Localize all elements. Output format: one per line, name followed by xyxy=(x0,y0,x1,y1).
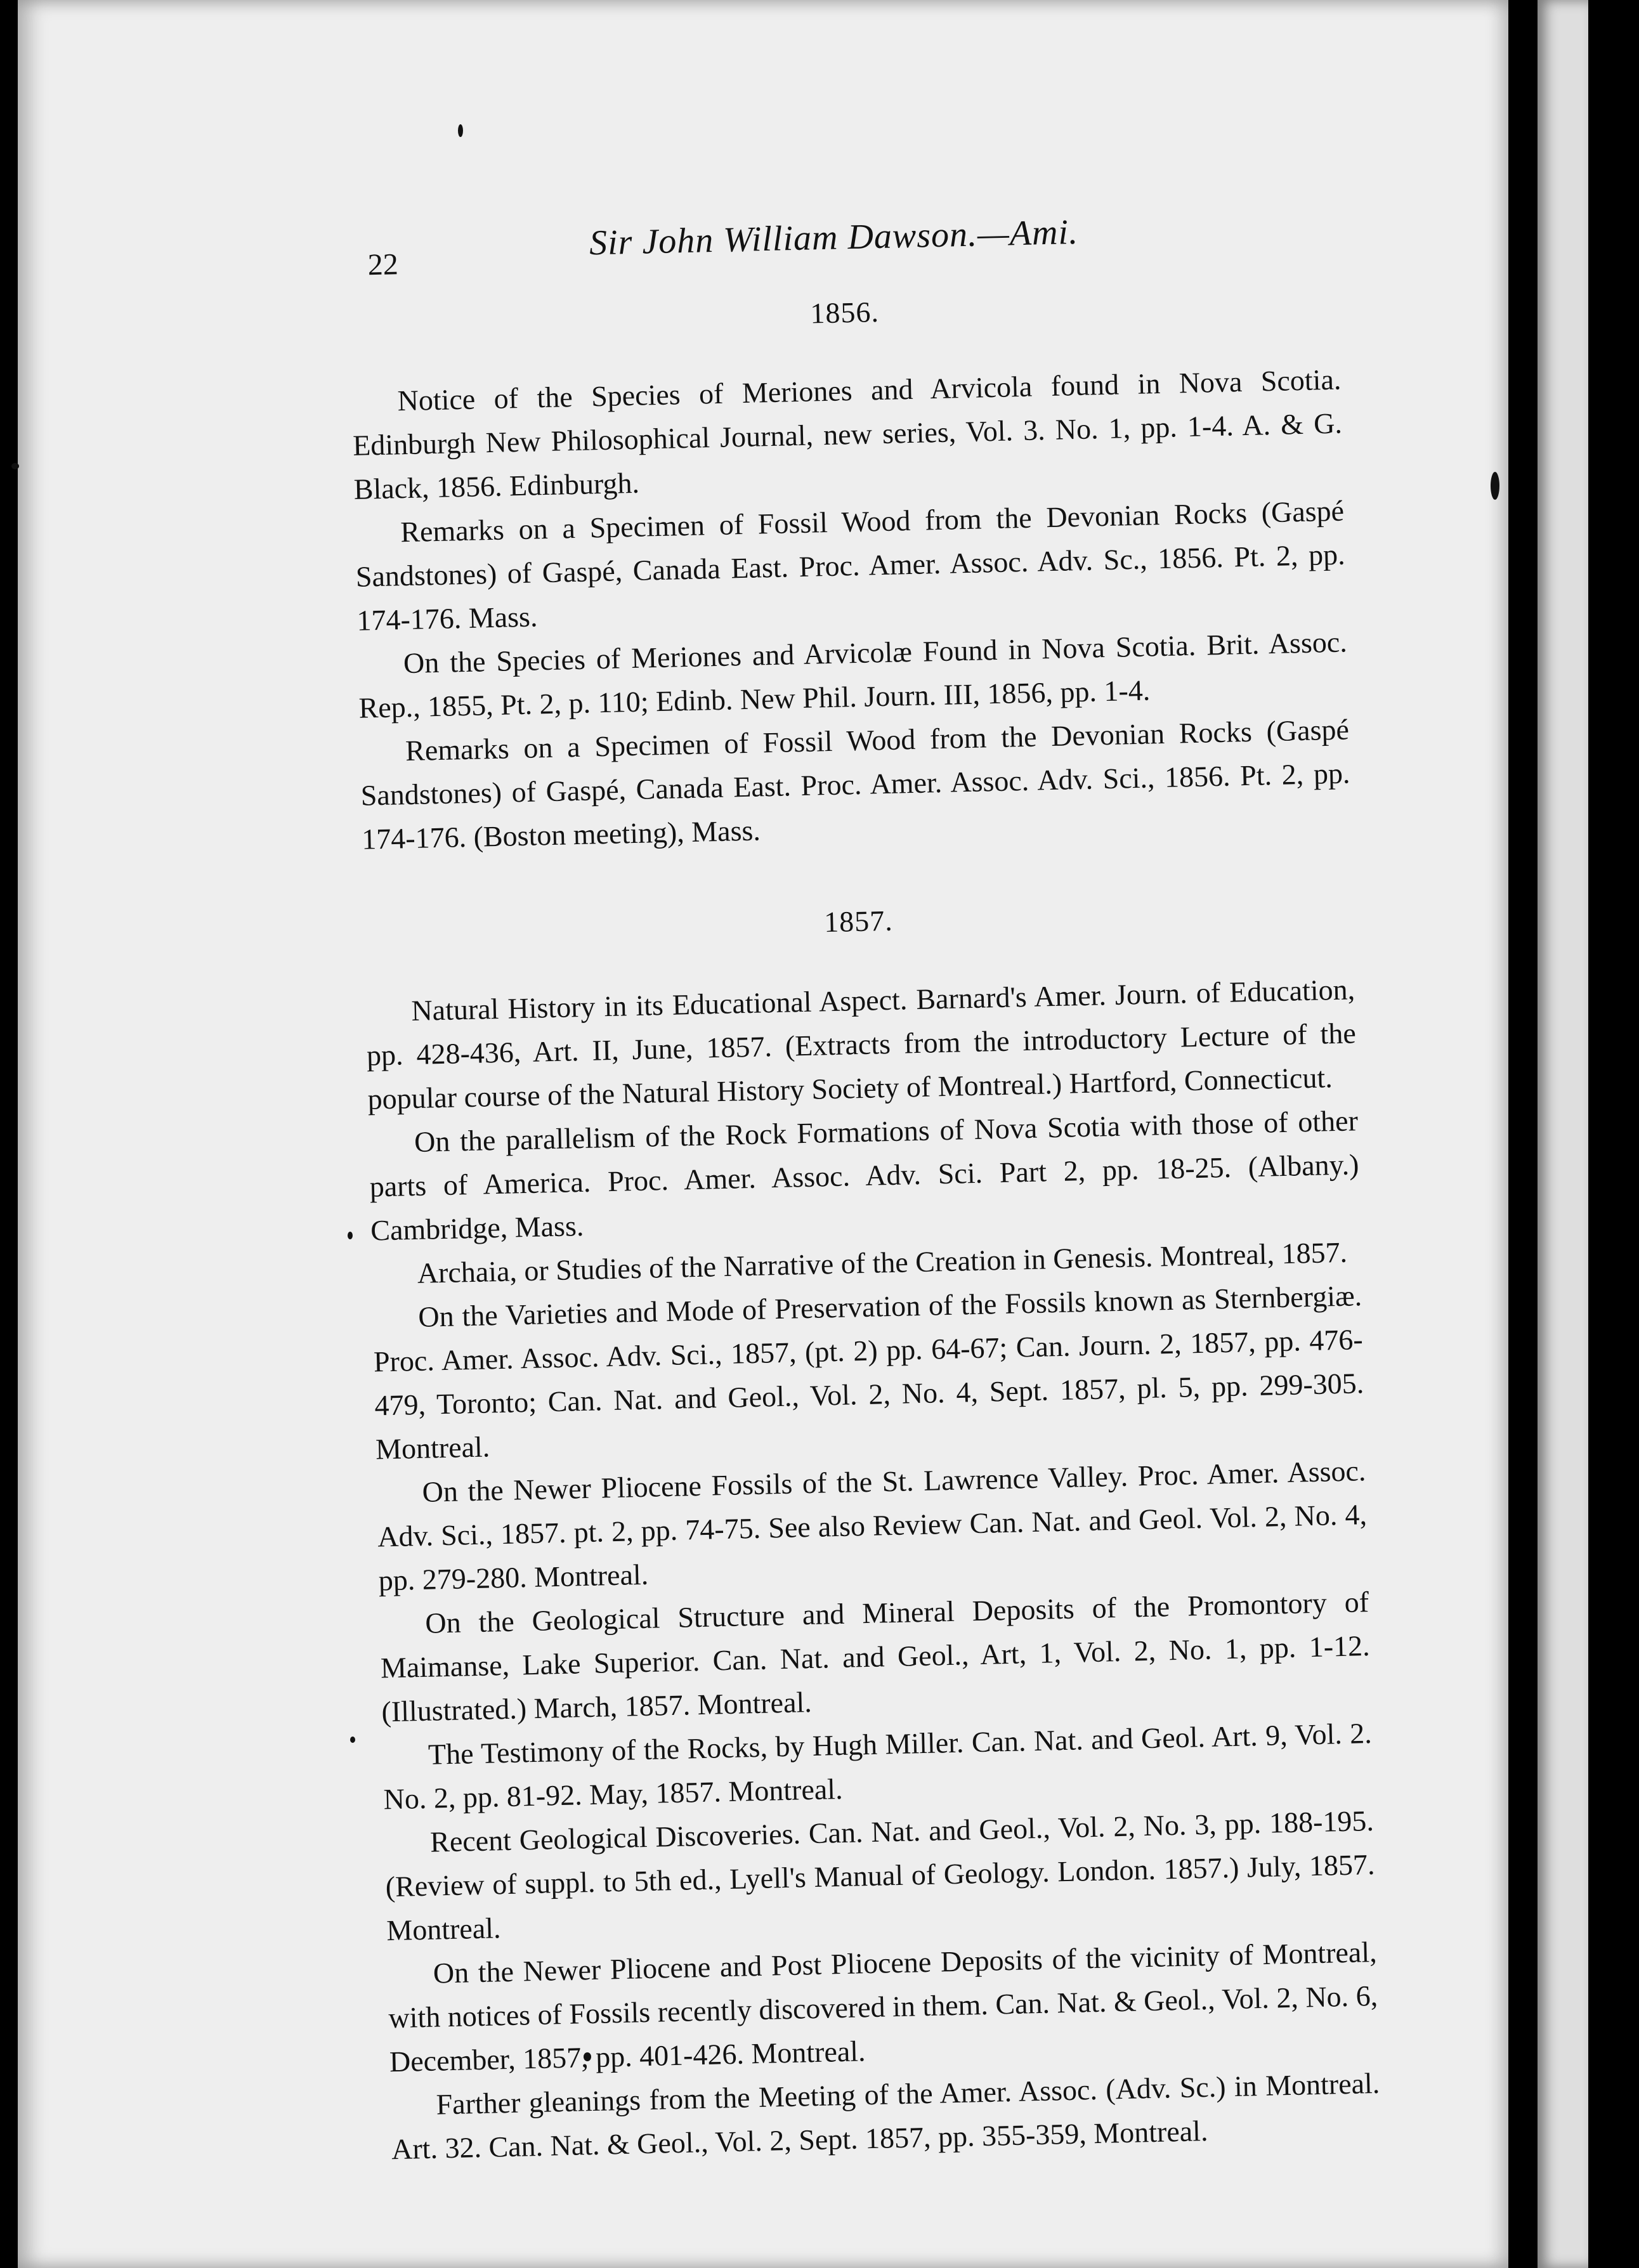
bibliography-entry: On the Varieties and Mode of Preservation of the Fossils known as Sternbergiæ. Proc. Amer. Assoc. Adv. Sci., 1857, (pt. 2) pp. 64-67; Can. Journ. 2, 1857, pp. 476-479, Toronto; Can. Nat. and Geol., Vol. 2, No. 4, Sept. 1857, pl. 5, pp. 299-305. Montreal. xyxy=(373,1279,1364,1466)
page-number: 22 xyxy=(367,247,399,282)
bibliography-entry: Notice of the Species of Meriones and Arvicola found in Nova Scotia. Edinburgh New Philosophical Journal, new series, Vol. 3. No. 1, pp. 1-4. A. & G. Black, 1856. Edinburgh. xyxy=(352,363,1343,505)
scan-speck xyxy=(348,1232,353,1239)
scan-speck xyxy=(458,124,463,137)
running-head xyxy=(348,193,1338,282)
scan-speck xyxy=(350,1737,355,1743)
bibliography-entry: On the parallelism of the Rock Formations of Nova Scotia with those of other parts of America. Proc. Amer. Assoc. Adv. Sci. Part 2, pp. 18-25. (Albany.) Cambridge, Mass. xyxy=(369,1104,1359,1247)
scanned-page xyxy=(18,0,1508,2268)
bibliography-entry: On the Species of Meriones and Arvicolæ Found in Nova Scotia. Brit. Assoc. Rep., 1855, Pt. 2, p. 110; Edinb. New Phil. Journ. III, 1856, pp. 1-4. xyxy=(358,625,1348,724)
page-content xyxy=(348,193,1381,2172)
section-year: 1857. xyxy=(823,904,894,939)
bibliography-list xyxy=(365,967,1381,2171)
section-1856 xyxy=(349,280,1352,861)
section-1857 xyxy=(363,888,1381,2171)
adjacent-page-edge xyxy=(1538,0,1588,2268)
bibliography-entry: Recent Geological Discoveries. Can. Nat. and Geol., Vol. 2, No. 3, pp. 188-195. (Review of suppl. to 5th ed., Lyell's Manual of Geology. London. 1857.) July, 1857. Montreal. xyxy=(385,1804,1375,1947)
bibliography-entry: Farther gleanings from the Meeting of the Amer. Assoc. (Adv. Sc.) in Montreal. Art. 32. Can. Nat. & Geol., Vol. 2, Sept. 1857, pp. 355-359, Montreal. xyxy=(391,2066,1380,2166)
bibliography-entry: Remarks on a Specimen of Fossil Wood from the Devonian Rocks (Gaspé Sandstones) of Gaspé, Canada East. Proc. Amer. Assoc. Adv. Sci., 1856. Pt. 2, pp. 174-176. (Boston meeting), Mass. xyxy=(360,713,1350,856)
scan-speck xyxy=(11,463,19,469)
running-title: Sir John William Dawson.—Ami. xyxy=(589,212,1079,263)
bibliography-entry: On the Geological Structure and Mineral Deposits of the Promontory of Maimanse, Lake Superior. Can. Nat. and Geol., Art, 1, Vol. 2, No. 1, pp. 1-12. (Illustrated.) March, 1857. Montreal. xyxy=(380,1586,1371,1728)
bibliography-entry: The Testimony of the Rocks, by Hugh Miller. Can. Nat. and Geol. Art. 9, Vol. 2. No. 2, pp. 81-92. May, 1857. Montreal. xyxy=(383,1716,1373,1816)
scan-speck xyxy=(1491,472,1499,500)
bibliography-entry: On the Newer Pliocene and Post Pliocene Deposits of the vicinity of Montreal, with notices of Fossils recently discovered in them. Can. Nat. & Geol., Vol. 2, No. 6, December, 1857, pp. 401-426. Montreal. xyxy=(388,1935,1378,2078)
bibliography-entry: Archaia, or Studies of the Narrative of the Creation in Genesis. Montreal, 1857. xyxy=(417,1235,1348,1289)
section-year: 1856. xyxy=(809,296,880,330)
bibliography-list xyxy=(351,358,1352,861)
bibliography-entry: Natural History in its Educational Aspect. Barnard's Amer. Journ. of Education, pp. 428-436, Art. II, June, 1857. (Extracts from the introductory Lecture of the popular course of the Natural History Society of Montreal.) Hartford, Connecticut. xyxy=(366,973,1357,1116)
bibliography-entry: Remarks on a Specimen of Fossil Wood from the Devonian Rocks (Gaspé Sandstones) of Gaspé, Canada East. Proc. Amer. Assoc. Adv. Sc., 1856. Pt. 2, pp. 174-176. Mass. xyxy=(355,494,1346,637)
bibliography-entry: On the Newer Pliocene Fossils of the St. Lawrence Valley. Proc. Amer. Assoc. Adv. Sci., 1857. pt. 2, pp. 74-75. See also Review Can. Nat. and Geol. Vol. 2, No. 4, pp. 279-280. Montreal. xyxy=(377,1454,1368,1597)
